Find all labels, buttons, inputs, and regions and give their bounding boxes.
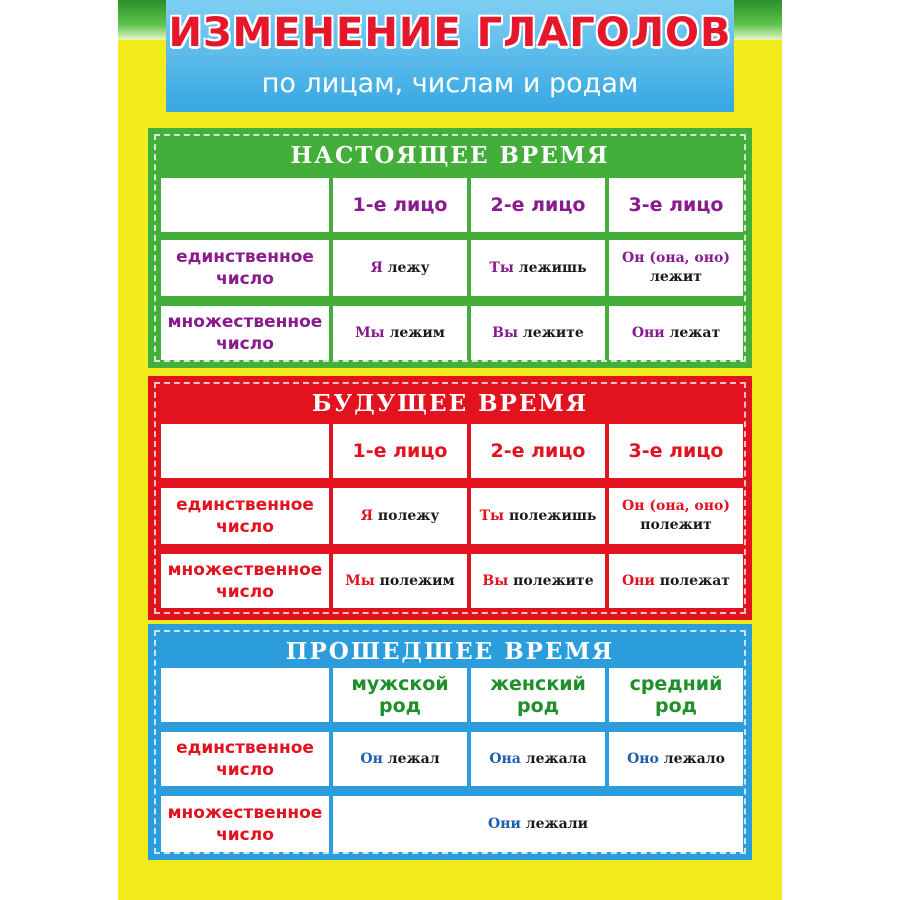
column-header: 2-е лицо xyxy=(471,424,605,478)
pronoun: Они xyxy=(631,324,665,341)
row-label-line: единственное xyxy=(176,247,314,267)
verb-form-cell xyxy=(609,488,743,544)
verb-form: лежали xyxy=(525,815,588,832)
verb-form: лежишь xyxy=(518,259,587,276)
pronoun: Мы xyxy=(355,324,385,341)
verb-form-cell xyxy=(471,488,605,544)
table-corner-cell xyxy=(161,668,329,722)
row-label xyxy=(161,488,329,544)
pronoun: Он xyxy=(360,750,383,767)
section-title: НАСТОЯЩЕЕ ВРЕМЯ xyxy=(290,142,610,169)
verb-form-cell xyxy=(609,732,743,786)
column-header: 3-е лицо xyxy=(609,178,743,232)
section-past-tense xyxy=(148,624,752,860)
pronoun: Я xyxy=(370,259,383,276)
column-header-line: женский xyxy=(490,673,586,695)
pronoun: Они xyxy=(488,815,521,832)
column-header-line: род xyxy=(654,695,697,717)
column-header: 2-е лицо xyxy=(471,178,605,232)
page-subtitle: по лицам, числам и родам xyxy=(261,68,639,99)
pronoun: Он (она, оно) xyxy=(622,498,730,514)
verb-form: полежишь xyxy=(508,507,597,524)
verb-form: полежим xyxy=(379,572,455,589)
column-header xyxy=(471,668,605,722)
row-label-line: число xyxy=(216,269,274,289)
pronoun: Я xyxy=(360,507,373,524)
verb-form-cell xyxy=(333,488,467,544)
row-label-line: множественное xyxy=(167,560,323,580)
row-label-line: единственное xyxy=(176,495,314,515)
column-header: 1-е лицо xyxy=(333,424,467,478)
section-title: БУДУЩЕЕ ВРЕМЯ xyxy=(311,390,589,417)
pronoun: Вы xyxy=(482,572,509,589)
verb-form-cell xyxy=(471,306,605,360)
verb-form: лежим xyxy=(389,324,445,341)
verb-form: лежат xyxy=(669,324,721,341)
pronoun: Они xyxy=(622,572,655,589)
row-label-line: число xyxy=(216,334,274,354)
verb-form: полежит xyxy=(640,517,712,533)
verb-form-cell xyxy=(471,554,605,608)
column-header-line: мужской xyxy=(351,673,449,695)
row-label-line: число xyxy=(216,825,274,845)
column-header xyxy=(609,668,743,722)
row-label xyxy=(161,732,329,786)
pronoun: Ты xyxy=(479,507,505,524)
row-label xyxy=(161,554,329,608)
row-label xyxy=(161,796,329,852)
column-header xyxy=(333,668,467,722)
section-future-tense xyxy=(148,376,752,620)
row-label-line: множественное xyxy=(167,803,323,823)
column-header: 3-е лицо xyxy=(609,424,743,478)
column-header: 1-е лицо xyxy=(333,178,467,232)
verb-form: лежал xyxy=(387,750,440,767)
row-label-line: число xyxy=(216,582,274,602)
verb-form-cell xyxy=(609,554,743,608)
verb-form: лежала xyxy=(525,750,587,767)
pronoun: Он (она, оно) xyxy=(622,250,730,266)
table-corner-cell xyxy=(161,178,329,232)
verb-form-cell xyxy=(333,240,467,296)
verb-form-cell xyxy=(471,240,605,296)
verb-form-cell-merged xyxy=(333,796,743,852)
verb-form-cell xyxy=(609,306,743,360)
table-corner-cell xyxy=(161,424,329,478)
column-header-line: род xyxy=(517,695,559,717)
verb-form: лежите xyxy=(522,324,584,341)
column-header-line: род xyxy=(378,695,421,717)
row-label-line: единственное xyxy=(176,738,314,758)
pronoun: Она xyxy=(489,750,521,767)
verb-form-cell xyxy=(471,732,605,786)
verb-form: полежу xyxy=(377,507,440,524)
pronoun: Мы xyxy=(345,572,375,589)
pronoun: Ты xyxy=(489,259,514,276)
row-label xyxy=(161,306,329,360)
page-title: ИЗМЕНЕНИЕ ГЛАГОЛОВ xyxy=(168,10,732,56)
pronoun: Вы xyxy=(492,324,519,341)
verb-form: полежат xyxy=(659,572,730,589)
verb-form: лежит xyxy=(650,269,702,285)
row-label-line: число xyxy=(216,760,274,780)
verb-form-cell xyxy=(333,732,467,786)
section-present-tense xyxy=(148,128,752,368)
row-label xyxy=(161,240,329,296)
row-label-line: число xyxy=(216,517,274,537)
pronoun: Оно xyxy=(627,750,659,767)
verb-form: полежите xyxy=(513,572,594,589)
verb-form-cell xyxy=(333,554,467,608)
row-label-line: множественное xyxy=(167,312,323,332)
verb-form-cell xyxy=(609,240,743,296)
verb-form: лежало xyxy=(663,750,725,767)
verb-form-cell xyxy=(333,306,467,360)
section-title: ПРОШЕДШЕЕ ВРЕМЯ xyxy=(285,638,615,665)
verb-form: лежу xyxy=(387,259,430,276)
column-header-line: средний xyxy=(629,673,723,695)
